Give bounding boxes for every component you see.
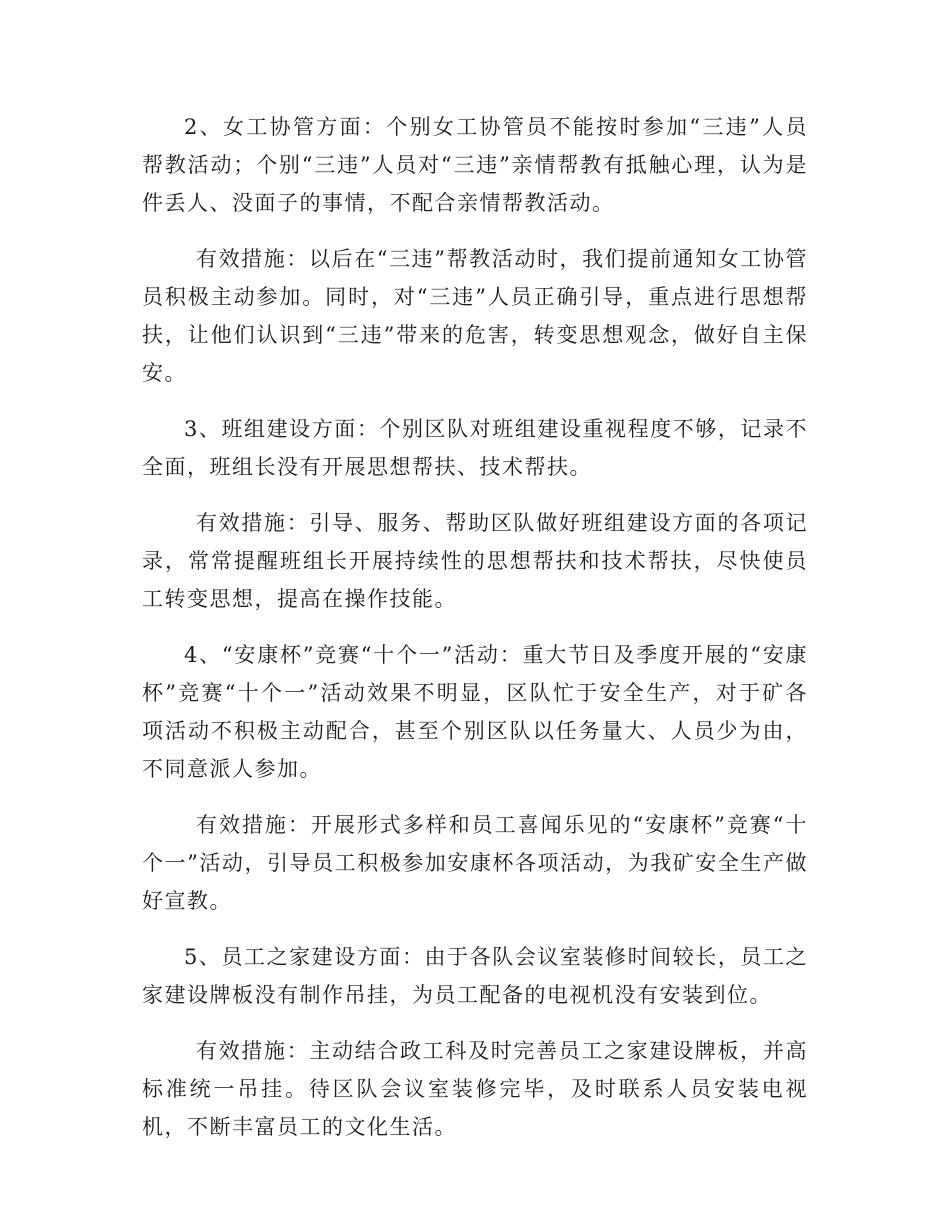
paragraph-measure-5: 有效措施：主动结合政工科及时完善员工之家建设牌板，并高标准统一吊挂。待区队会议室装修完毕，及时联系人员安装电视机，不断丰富员工的文化生活。 <box>142 1039 808 1139</box>
paragraph-measure-4: 有效措施：开展形式多样和员工喜闻乐见的“安康杯”竞赛“十个一”活动，引导员工积极参加安康杯各项活动，为我矿安全生产做好宣教。 <box>142 813 808 913</box>
paragraph-issue-5: 5、员工之家建设方面：由于各队会议室装修时间较长，员工之家建设牌板没有制作吊挂，为员工配备的电视机没有安装到位。 <box>142 945 808 1007</box>
paragraph-issue-2: 2、女工协管方面：个别女工协管员不能按时参加“三违”人员帮教活动；个别“三违”人员对“三违”亲情帮教有抵触心理，认为是件丢人、没面子的事情，不配合亲情帮教活动。 <box>142 115 808 215</box>
document-body <box>142 108 808 1164</box>
paragraph-issue-3: 3、班组建设方面：个别区队对班组建设重视程度不够，记录不全面，班组长没有开展思想帮扶、技术帮扶。 <box>142 417 808 479</box>
paragraph-measure-2: 有效措施：以后在“三违”帮教活动时，我们提前通知女工协管员积极主动参加。同时，对“三违”人员正确引导，重点进行思想帮扶，让他们认识到“三违”带来的危害，转变思想观念，做好自主保安。 <box>142 247 808 385</box>
paragraph-issue-4: 4、“安康杯”竞赛“十个一”活动：重大节日及季度开展的“安康杯”竞赛“十个一”活动效果不明显，区队忙于安全生产，对于矿各项活动不积极主动配合，甚至个别区队以任务量大、人员少为由，不同意派人参加。 <box>142 643 808 781</box>
paragraph-measure-3: 有效措施：引导、服务、帮助区队做好班组建设方面的各项记录，常常提醒班组长开展持续性的思想帮扶和技术帮扶，尽快使员工转变思想，提高在操作技能。 <box>142 511 808 611</box>
